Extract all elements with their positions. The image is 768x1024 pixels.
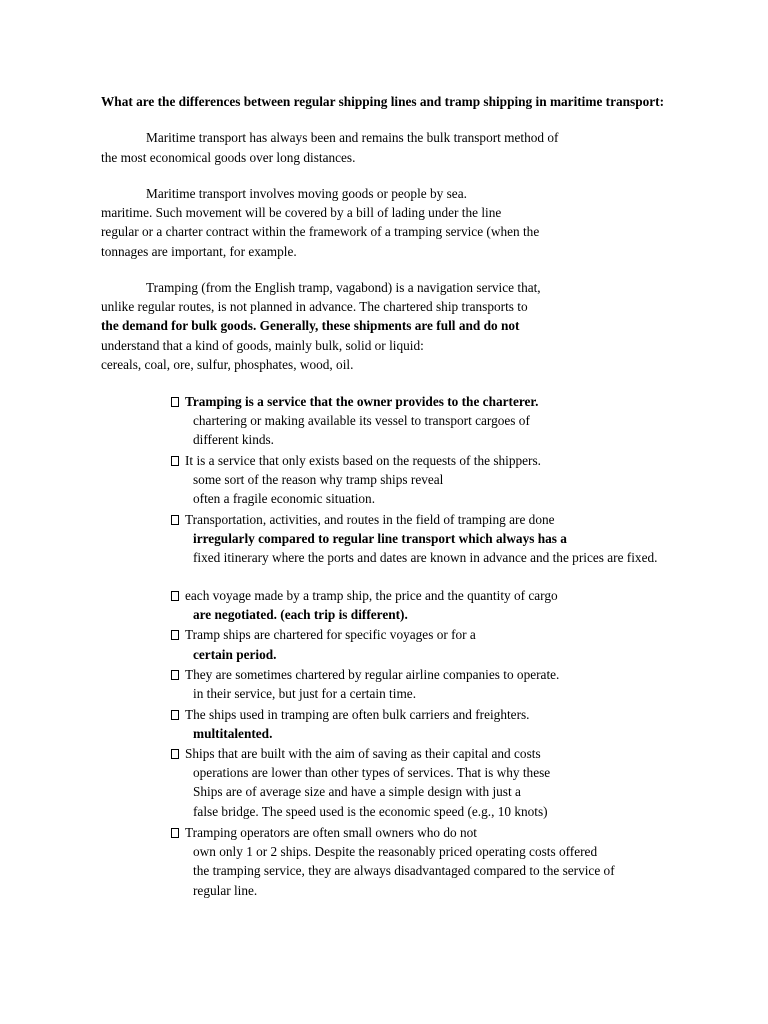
bullet-box-icon xyxy=(171,670,179,680)
bullet-text: Tramping is a service that the owner provides to the charterer. xyxy=(185,394,539,409)
bullet-text: It is a service that only exists based on the requests of the shippers. xyxy=(185,453,541,468)
bullet-3-line-3: fixed itinerary where the ports and dates are known in advance and the prices are fixed. xyxy=(193,550,658,565)
bullet-5-line-1 xyxy=(171,626,476,644)
bullet-9-line-3: the tramping service, they are always disadvantaged compared to the service of xyxy=(193,863,615,878)
bullet-3-line-1 xyxy=(171,511,555,529)
document-title: What are the differences between regular shipping lines and tramp shipping in maritime transport: xyxy=(101,94,665,109)
bullet-box-icon xyxy=(171,630,179,640)
bullet-text: Tramping operators are often small owners who do not xyxy=(185,825,477,840)
paragraph-3-line-4: understand that a kind of goods, mainly bulk, solid or liquid: xyxy=(101,338,424,353)
bullet-1-line-2: chartering or making available its vessel to transport cargoes of xyxy=(193,413,530,428)
bullet-8-line-1 xyxy=(171,745,541,763)
paragraph-3-line-1: Tramping (from the English tramp, vagabond) is a navigation service that, xyxy=(146,280,541,295)
bullet-text: each voyage made by a tramp ship, the price and the quantity of cargo xyxy=(185,588,558,603)
bullet-4-line-1 xyxy=(171,587,558,605)
paragraph-2-line-1: Maritime transport involves moving goods or people by sea. xyxy=(146,186,467,201)
bullet-text: Ships that are built with the aim of saving as their capital and costs xyxy=(185,746,541,761)
paragraph-1-line-1: Maritime transport has always been and remains the bulk transport method of xyxy=(146,130,559,145)
paragraph-3-line-3: the demand for bulk goods. Generally, these shipments are full and do not xyxy=(101,318,520,333)
bullet-box-icon xyxy=(171,397,179,407)
bullet-box-icon xyxy=(171,710,179,720)
bullet-8-line-2: operations are lower than other types of services. That is why these xyxy=(193,765,551,780)
paragraph-2-line-3: regular or a charter contract within the framework of a tramping service (when the xyxy=(101,224,540,239)
bullet-8-line-3: Ships are of average size and have a simple design with just a xyxy=(193,784,521,799)
bullet-5-line-2: certain period. xyxy=(193,647,277,662)
bullet-box-icon xyxy=(171,828,179,838)
bullet-box-icon xyxy=(171,456,179,466)
paragraph-3-line-2: unlike regular routes, is not planned in advance. The chartered ship transports to xyxy=(101,299,528,314)
bullet-7-line-1 xyxy=(171,706,530,724)
bullet-9-line-4: regular line. xyxy=(193,883,258,898)
bullet-6-line-1 xyxy=(171,666,559,684)
bullet-text: The ships used in tramping are often bulk carriers and freighters. xyxy=(185,707,530,722)
bullet-6-line-2: in their service, but just for a certain time. xyxy=(193,686,417,701)
bullet-1-line-1 xyxy=(171,393,538,411)
bullet-text: Transportation, activities, and routes in the field of tramping are done xyxy=(185,512,555,527)
bullet-2-line-1 xyxy=(171,452,541,470)
bullet-7-line-2: multitalented. xyxy=(193,726,273,741)
bullet-box-icon xyxy=(171,749,179,759)
bullet-3-line-2: irregularly compared to regular line transport which always has a xyxy=(193,531,567,546)
bullet-9-line-1 xyxy=(171,824,477,842)
bullet-box-icon xyxy=(171,591,179,601)
paragraph-2-line-2: maritime. Such movement will be covered by a bill of lading under the line xyxy=(101,205,502,220)
bullet-2-line-3: often a fragile economic situation. xyxy=(193,491,376,506)
bullet-text: They are sometimes chartered by regular airline companies to operate. xyxy=(185,667,560,682)
bullet-box-icon xyxy=(171,515,179,525)
bullet-8-line-4: false bridge. The speed used is the economic speed (e.g., 10 knots) xyxy=(193,804,548,819)
paragraph-1-line-2: the most economical goods over long distances. xyxy=(101,150,356,165)
paragraph-2-line-4: tonnages are important, for example. xyxy=(101,244,297,259)
bullet-text: Tramp ships are chartered for specific voyages or for a xyxy=(185,627,476,642)
bullet-9-line-2: own only 1 or 2 ships. Despite the reasonably priced operating costs offered xyxy=(193,844,598,859)
bullet-2-line-2: some sort of the reason why tramp ships reveal xyxy=(193,472,444,487)
bullet-1-line-3: different kinds. xyxy=(193,432,274,447)
bullet-4-line-2: are negotiated. (each trip is different). xyxy=(193,607,408,622)
paragraph-3-line-5: cereals, coal, ore, sulfur, phosphates, wood, oil. xyxy=(101,357,354,372)
